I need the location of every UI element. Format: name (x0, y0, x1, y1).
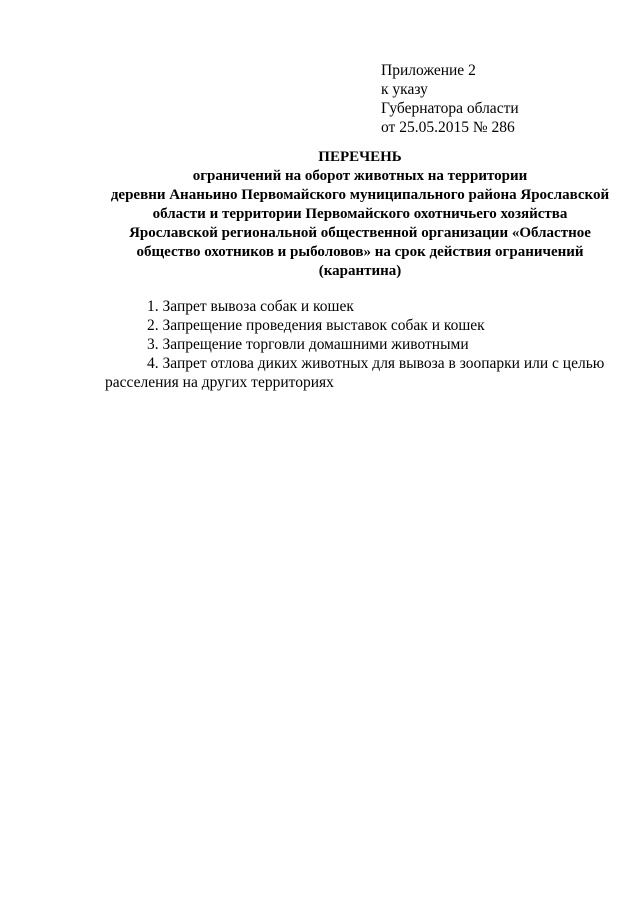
list-item-text: 3. Запрещение торговли домашними животными (147, 336, 469, 353)
title-line: Ярославской региональной общественной организации «Областное (129, 225, 591, 241)
title-line: ограничений на оборот животных на территории (192, 168, 528, 184)
appendix-line: Губернатора области (381, 100, 519, 117)
appendix-line: Приложение 2 (381, 62, 476, 79)
appendix-reference (381, 61, 519, 137)
appendix-line: от 25.05.2015 № 286 (381, 119, 515, 136)
restrictions-list (105, 297, 625, 392)
list-item-text: 4. Запрет отлова диких животных для вывоза в зоопарки или с целью (147, 355, 605, 372)
list-item (105, 316, 625, 335)
list-item (105, 335, 625, 354)
title-line: общество охотников и рыболовов» на срок действия ограничений (136, 244, 584, 260)
appendix-line: к указу (381, 81, 428, 98)
list-item (105, 354, 625, 392)
list-item-text: 2. Запрещение проведения выставок собак и кошек (147, 317, 485, 334)
title-line: деревни Ананьино Первомайского муниципального района Ярославской (110, 187, 610, 203)
title-line: (карантина) (318, 263, 402, 279)
title-line: области и территории Первомайского охотничьего хозяйства (152, 206, 568, 222)
document-title (100, 148, 620, 281)
title-heading: ПЕРЕЧЕНЬ (318, 149, 402, 165)
list-item-text: 1. Запрет вывоза собак и кошек (147, 298, 354, 315)
list-item (105, 297, 625, 316)
list-item-continuation: расселения на других территориях (105, 374, 334, 391)
